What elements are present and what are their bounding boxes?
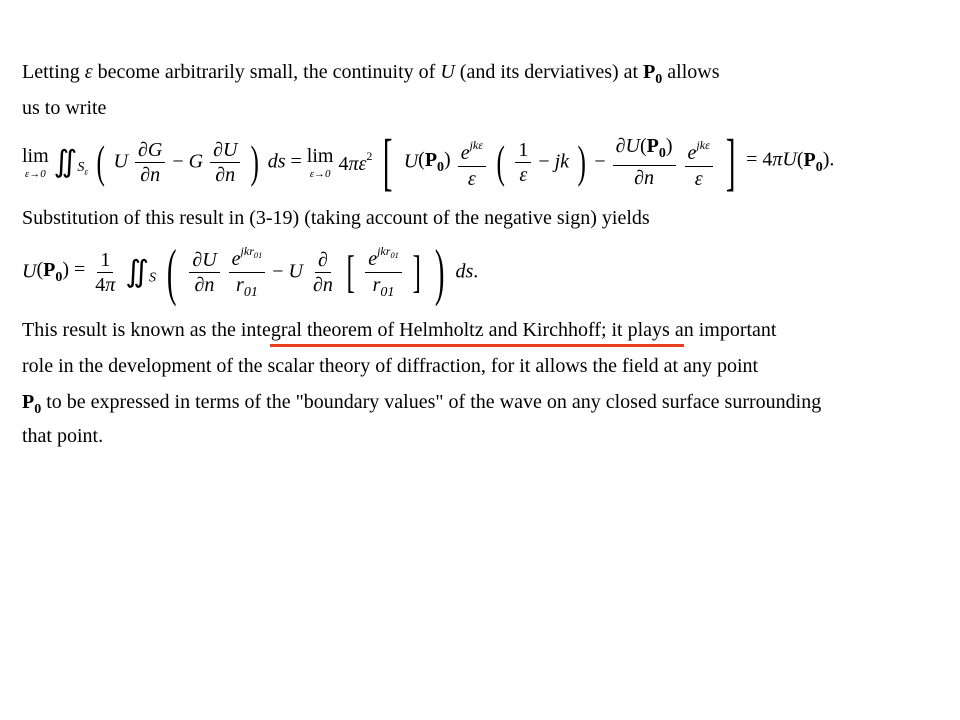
highlighted-phrase: integral theorem of Helmholtz and Kirchhoff; bbox=[240, 319, 607, 341]
text-fragment: Letting bbox=[22, 61, 80, 83]
math-symbol: ε bbox=[84, 61, 93, 83]
p0-symbol: $P_0$ bbox=[643, 61, 663, 87]
text-fragment: allows bbox=[667, 61, 720, 83]
text-fragment: it plays an important bbox=[611, 319, 777, 341]
text-fragment: to be expressed in terms of the "boundary values" of the wave on any closed surface surrounding bbox=[46, 391, 822, 413]
text-line-2: us to write bbox=[22, 97, 107, 119]
text-fragment: become arbitrarily small, the continuity of bbox=[97, 61, 436, 83]
text-line-6 bbox=[22, 390, 821, 422]
text-line-3: Substitution of this result in (3-19) (taking account of the negative sign) yields bbox=[22, 207, 650, 229]
equation-kirchhoff: $U(P_0)$ = $\frac{1}{4\pi}$ $∬_S$ ( $\frac{\partial U}{\partial n}$ $\frac{e^{jkr_{01}}}{r_{01}}$ − U $\frac{\partial}{\partial n}$ [ $\frac{e^{jkr_{01}}}{r_{01}}$ ] ) ds. bbox=[22, 236, 479, 307]
text-fragment: This result is known as the bbox=[22, 319, 236, 341]
text-line-1 bbox=[22, 60, 720, 92]
math-symbol: U bbox=[440, 61, 455, 83]
text-fragment: (and its derviatives) at bbox=[459, 61, 639, 83]
red-underline bbox=[270, 344, 684, 347]
text-line-7: that point. bbox=[22, 425, 104, 447]
text-line-4 bbox=[22, 318, 776, 342]
equation-limit: lim ε→0 $∬_{S_\varepsilon}$ ( U $\frac{\partial G}{\partial n}$ − G $\frac{\partial U}{\partial n}$ ) ds = lim ε→0 $4\pi\varepsilon^2$ [ $U(P_0)$ $\frac{e^{jk\varepsilon}}{\varepsilon}$ ( $\frac{1}{\varepsilon}$ − jk ) − $\frac{\partial U(P_0)}{\partial n}$ $\frac{e^{jk\varepsilon}}{\varepsilon}$ ] = $4\pi U(P_0)$. bbox=[22, 126, 835, 197]
p0-symbol: $P_0$ bbox=[22, 391, 42, 417]
text-line-5: role in the development of the scalar theory of diffraction, for it allows the field at any point bbox=[22, 355, 759, 377]
